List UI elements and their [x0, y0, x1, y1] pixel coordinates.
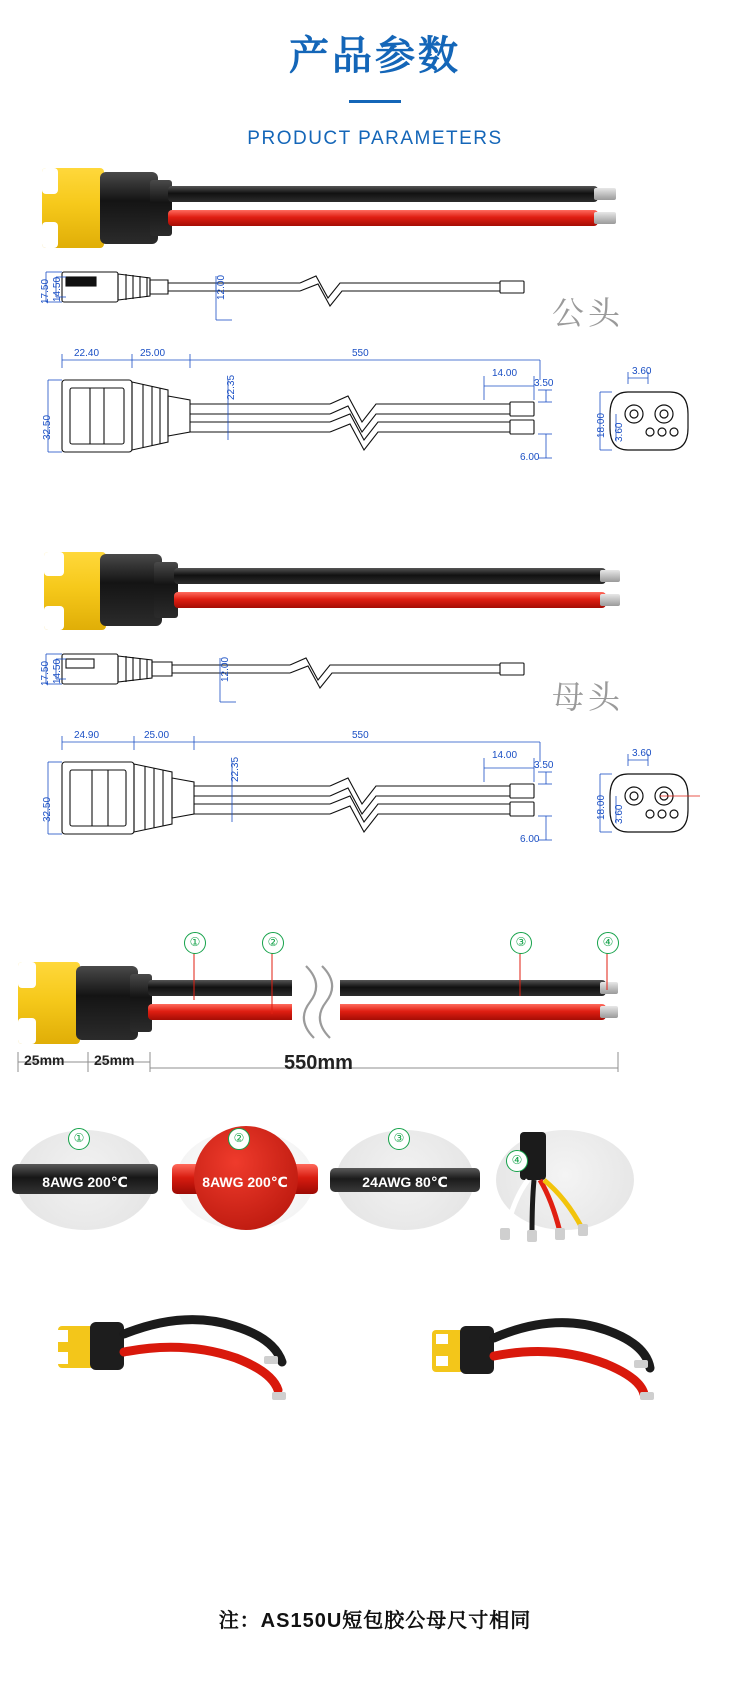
male-dim-body-len: 22.40 [74, 348, 100, 359]
callout-total-length: 550mm [284, 1052, 353, 1074]
callout-marker-1: ① [184, 932, 206, 954]
female-dim-body-len: 24.90 [74, 730, 100, 741]
male-label: 公头 [552, 295, 625, 331]
female-dim-pin-pitch: 3.60 [614, 804, 625, 824]
male-dim-pitch: 22.35 [226, 374, 237, 400]
page-subtitle: PRODUCT PARAMETERS [247, 128, 503, 149]
swatch-1-marker: ① [68, 1128, 90, 1150]
female-dim-drop: 12.00 [220, 656, 231, 682]
swatch-1-caption: 8AWG 200℃ [42, 1174, 128, 1190]
female-dim-face-w: 18.00 [596, 794, 607, 820]
male-dim-boot-len: 25.00 [140, 348, 166, 359]
swatch-2-marker: ② [228, 1128, 250, 1150]
footnote: 注：AS150U短包胶公母尺寸相同 [218, 1610, 532, 1632]
male-dim-gap-top: 3.50 [534, 378, 554, 389]
female-dim-gap-top: 3.50 [534, 760, 554, 771]
callout-seg-2: 25mm [94, 1052, 135, 1068]
callout-seg-1: 25mm [24, 1052, 65, 1068]
female-label: 母头 [552, 679, 625, 715]
female-dim-strip: 14.00 [492, 750, 518, 761]
male-dim-face-w: 18.00 [596, 412, 607, 438]
male-dim-gap-bot: 6.00 [520, 452, 540, 463]
female-dim-gap-bot: 6.00 [520, 834, 540, 845]
male-dim-h-inner: 14.50 [52, 276, 63, 302]
female-dim-boot-len: 25.00 [144, 730, 170, 741]
swatch-3-marker: ③ [388, 1128, 410, 1150]
callout-marker-3: ③ [510, 932, 532, 954]
callout-marker-2: ② [262, 932, 284, 954]
female-dim-h-total: 17.50 [40, 660, 51, 686]
male-dim-wire-len: 550 [352, 348, 369, 359]
male-dim-drop: 12.00 [216, 274, 227, 300]
female-dim-pitch: 22.35 [230, 756, 241, 782]
swatch-4-marker: ④ [506, 1150, 528, 1172]
female-dim-h-inner: 14.50 [52, 658, 63, 684]
swatch-2-caption: 8AWG 200℃ [202, 1174, 288, 1190]
male-dim-pin-d: 3.60 [632, 366, 652, 377]
female-dim-face-h: 32.50 [42, 796, 53, 822]
page-title: 产品参数 [289, 34, 461, 78]
female-dim-wire-len: 550 [352, 730, 369, 741]
female-dim-pin-d: 3.60 [632, 748, 652, 759]
callout-marker-4: ④ [597, 932, 619, 954]
male-dim-face-h: 32.50 [42, 414, 53, 440]
male-dim-pin-pitch: 3.60 [614, 422, 625, 442]
male-dim-strip: 14.00 [492, 368, 518, 379]
swatch-3-caption: 24AWG 80℃ [362, 1174, 448, 1190]
male-dim-h-total: 17.50 [40, 278, 51, 304]
